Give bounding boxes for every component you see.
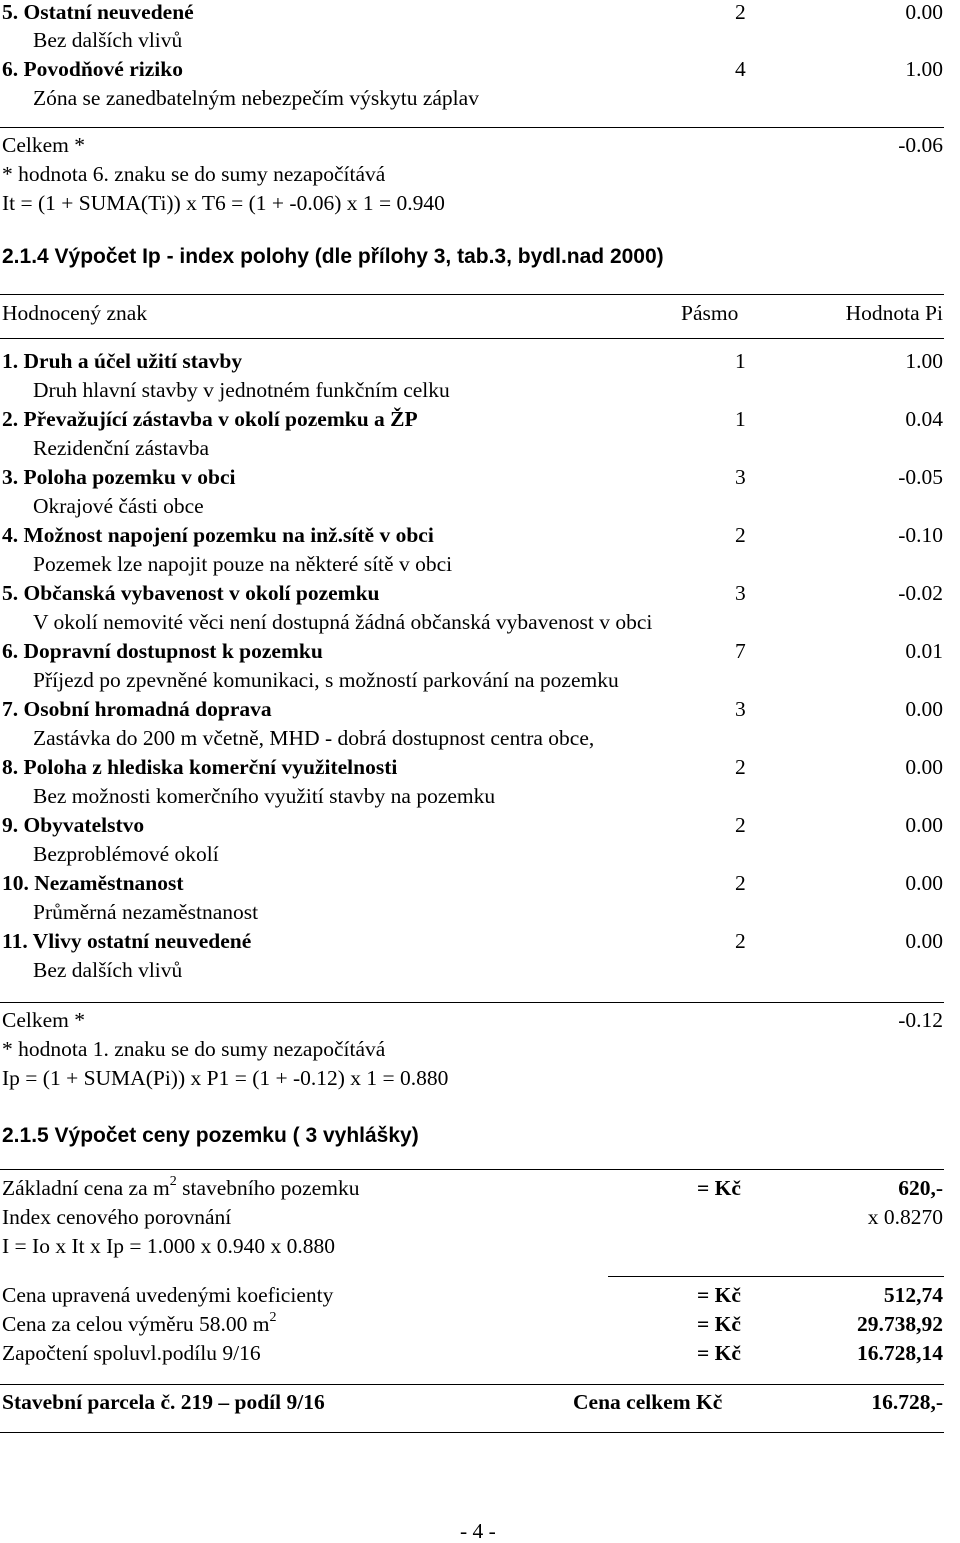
row-name: 11. Vlivy ostatní neuvedené — [2, 929, 252, 953]
index-formula: I = Io x It x Ip = 1.000 x 0.940 x 0.880 — [2, 1234, 335, 1258]
area-price-label — [2, 1310, 277, 1336]
section-ip-heading: 2.1.4 Výpočet Ip - index polohy (dle přílohy 3, tab.3, bydl.nad 2000) — [2, 245, 664, 268]
divider — [0, 1384, 944, 1385]
ip-total-value: -0.12 — [898, 1008, 943, 1032]
col-header-pasmo: Pásmo — [681, 301, 739, 325]
adjusted-price-label: Cena upravená uvedenými koeficienty — [2, 1283, 334, 1307]
row-pasmo: 3 — [735, 581, 746, 605]
section-price-heading: 2.1.5 Výpočet ceny pozemku ( 3 vyhlášky) — [2, 1124, 419, 1147]
row-name: 6. Povodňové riziko — [2, 57, 183, 81]
base-price-label-text: Základní cena za m — [2, 1176, 170, 1200]
adjusted-price-eq: = Kč — [697, 1283, 741, 1307]
index-value: x 0.8270 — [867, 1205, 943, 1229]
ip-total-formula: Ip = (1 + SUMA(Pi)) x P1 = (1 + -0.12) x 1 = 0.880 — [2, 1066, 449, 1090]
divider — [0, 294, 944, 295]
row-pasmo: 1 — [735, 349, 746, 373]
row-name: 8. Poloha z hlediska komerční využitelnosti — [2, 755, 398, 779]
summary-middle: Cena celkem Kč — [573, 1390, 723, 1414]
row-name: 7. Osobní hromadná doprava — [2, 697, 272, 721]
base-price-eq: = Kč — [697, 1176, 741, 1200]
row-desc: Průměrná nezaměstnanost — [33, 900, 259, 924]
share-price-eq: = Kč — [697, 1341, 741, 1365]
row-pasmo: 2 — [735, 813, 746, 837]
row-desc: Bez dalších vlivů — [33, 28, 183, 52]
row-value: 0.00 — [905, 0, 943, 24]
row-pasmo: 2 — [735, 871, 746, 895]
row-value: 0.00 — [905, 697, 943, 721]
row-desc: Bezproblémové okolí — [33, 842, 219, 866]
row-pasmo: 3 — [735, 465, 746, 489]
row-name: 10. Nezaměstnanost — [2, 871, 184, 895]
row-value: 0.00 — [905, 755, 943, 779]
share-price-value: 16.728,14 — [857, 1341, 943, 1365]
divider — [608, 1276, 944, 1277]
row-desc: Bez dalších vlivů — [33, 958, 183, 982]
row-name: 5. Občanská vybavenost v okolí pozemku — [2, 581, 380, 605]
top-total-formula: It = (1 + SUMA(Ti)) x T6 = (1 + -0.06) x 1 = 0.940 — [2, 191, 445, 215]
divider — [0, 338, 944, 339]
row-desc: Zóna se zanedbatelným nebezpečím výskytu záplav — [33, 86, 479, 110]
ip-total-note: * hodnota 1. znaku se do sumy nezapočítává — [2, 1037, 386, 1061]
area-price-label-text: Cena za celou výměru 58.00 m — [2, 1312, 270, 1336]
index-label: Index cenového porovnání — [2, 1205, 232, 1229]
row-value: -0.05 — [898, 465, 943, 489]
row-name: 5. Ostatní neuvedené — [2, 0, 194, 24]
summary-label: Stavební parcela č. 219 – podíl 9/16 — [2, 1390, 325, 1414]
divider — [0, 1169, 944, 1170]
divider — [0, 1002, 944, 1003]
row-desc: V okolí nemovité věci není dostupná žádná občanská vybavenost v obci — [33, 610, 653, 634]
col-header-hodnota: Hodnota Pi — [845, 301, 943, 325]
row-pasmo: 2 — [735, 523, 746, 547]
top-total-note: * hodnota 6. znaku se do sumy nezapočítává — [2, 162, 386, 186]
row-value: 0.01 — [905, 639, 943, 663]
base-price-label — [2, 1174, 360, 1200]
row-desc: Okrajové části obce — [33, 494, 204, 518]
divider — [0, 1432, 944, 1433]
row-desc: Druh hlavní stavby v jednotném funkčním celku — [33, 378, 450, 402]
area-price-eq: = Kč — [697, 1312, 741, 1336]
row-pasmo: 2 — [735, 0, 746, 24]
area-price-value: 29.738,92 — [857, 1312, 943, 1336]
row-desc: Rezidenční zástavba — [33, 436, 210, 460]
row-pasmo: 4 — [735, 57, 746, 81]
row-name: 4. Možnost napojení pozemku na inž.sítě v obci — [2, 523, 434, 547]
row-pasmo: 2 — [735, 755, 746, 779]
row-name: 1. Druh a účel užití stavby — [2, 349, 243, 373]
top-total-value: -0.06 — [898, 133, 943, 157]
row-pasmo: 2 — [735, 929, 746, 953]
row-value: 0.00 — [905, 871, 943, 895]
base-price-label-after: stavebního pozemku — [176, 1176, 360, 1200]
superscript: 2 — [169, 1174, 177, 1189]
row-desc: Zastávka do 200 m včetně, MHD - dobrá dostupnost centra obce, — [33, 726, 595, 750]
base-price-value: 620,- — [898, 1176, 943, 1200]
page-number: - 4 - — [460, 1519, 496, 1543]
adjusted-price-value: 512,74 — [883, 1283, 943, 1307]
row-value: 0.04 — [905, 407, 943, 431]
col-header-znak: Hodnocený znak — [2, 301, 148, 325]
divider — [0, 127, 944, 128]
row-desc: Bez možnosti komerčního využití stavby na pozemku — [33, 784, 496, 808]
share-price-label: Započtení spoluvl.podílu 9/16 — [2, 1341, 261, 1365]
row-value: 0.00 — [905, 929, 943, 953]
row-value: 1.00 — [905, 349, 943, 373]
row-value: -0.02 — [898, 581, 943, 605]
row-pasmo: 7 — [735, 639, 746, 663]
row-value: -0.10 — [898, 523, 943, 547]
row-value: 1.00 — [905, 57, 943, 81]
superscript: 2 — [269, 1310, 277, 1325]
row-name: 2. Převažující zástavba v okolí pozemku a ŽP — [2, 407, 418, 431]
summary-value: 16.728,- — [871, 1390, 943, 1414]
row-name: 9. Obyvatelstvo — [2, 813, 145, 837]
row-name: 3. Poloha pozemku v obci — [2, 465, 236, 489]
row-desc: Příjezd po zpevněné komunikaci, s možností parkování na pozemku — [33, 668, 619, 692]
ip-total-label: Celkem * — [2, 1008, 85, 1032]
row-desc: Pozemek lze napojit pouze na některé sítě v obci — [33, 552, 453, 576]
row-pasmo: 3 — [735, 697, 746, 721]
top-total-label: Celkem * — [2, 133, 85, 157]
row-name: 6. Dopravní dostupnost k pozemku — [2, 639, 323, 663]
row-pasmo: 1 — [735, 407, 746, 431]
row-value: 0.00 — [905, 813, 943, 837]
